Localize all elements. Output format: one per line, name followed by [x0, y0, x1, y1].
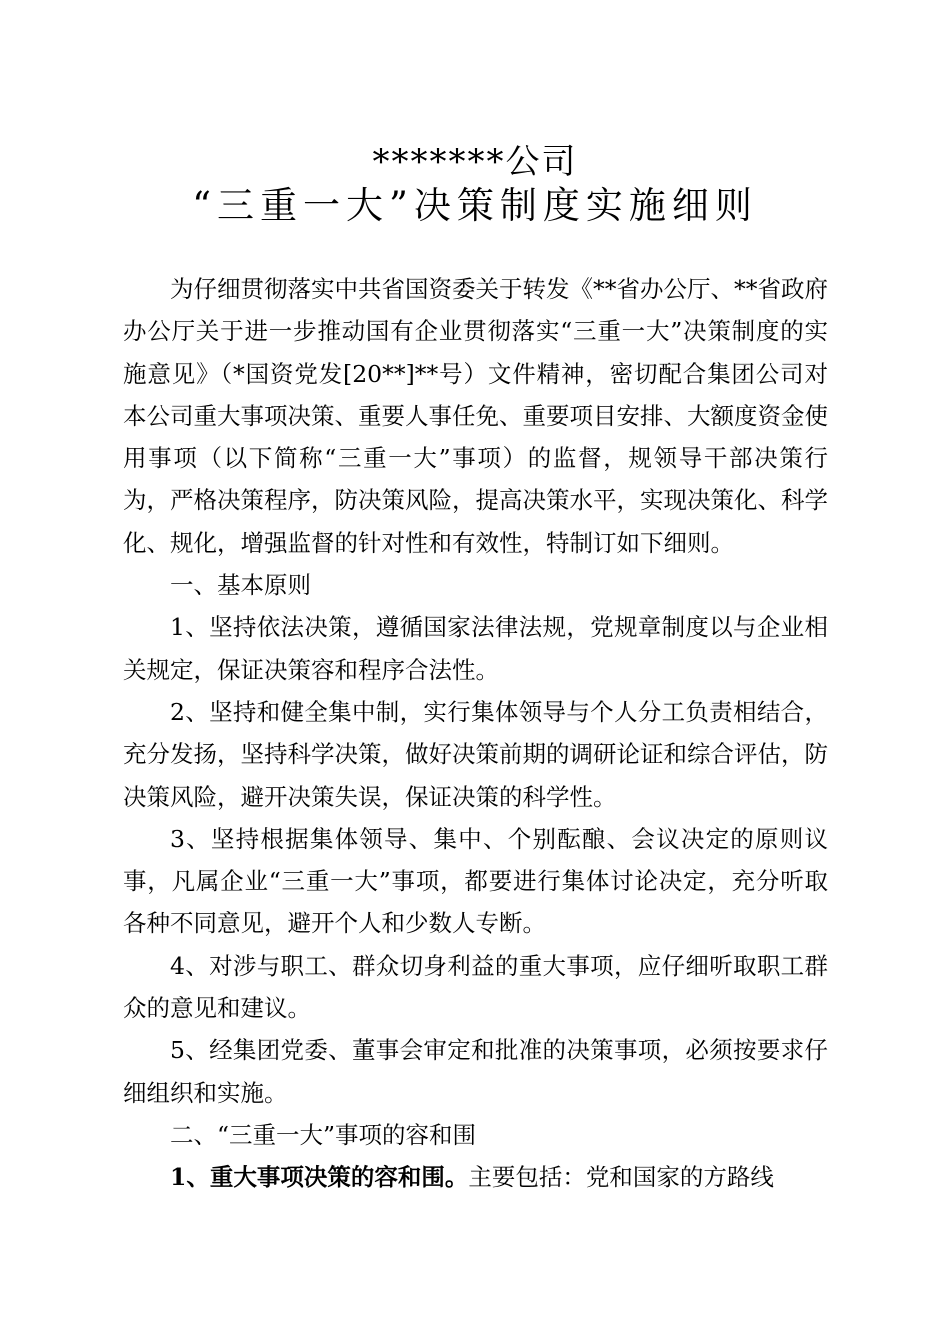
scope-item-1 — [123, 1156, 828, 1198]
section-heading-scope: 二、“三重一大”事项的容和围 — [170, 1120, 477, 1149]
intro-paragraph: 为仔细贯彻落实中共省国资委关于转发《**省办公厅、**省政府办公厅关于进一步推动国有企业贯彻落实“三重一大”决策制度的实施意见》（*国资党发[20**]**号）文件精神，密切配合集团公司对本公司重大事项决策、重要人事任免、重要项目安排、大额度资金使用事项（以下简称“三重一大”事项）的监督，规领导干部决策行为，严格决策程序，防决策风险，提高决策水平，实现决策化、科学化、规化，增强监督的针对性和有效性，特制订如下细则。 — [123, 275, 828, 557]
principle-item-1: 1、坚持依法决策，遵循国家法律法规，党规章制度以与企业相关规定，保证决策容和程序合法性。 — [123, 613, 828, 684]
document-title-company: *******公司 — [372, 142, 578, 182]
scope-item-1-text: 主要包括：党和国家的方路线 — [468, 1163, 774, 1192]
scope-item-1-heading: 1、重大事项决策的容和围。 — [170, 1163, 469, 1192]
principle-item-4: 4、对涉与职工、群众切身利益的重大事项，应仔细听取职工群众的意见和建议。 — [123, 951, 828, 1023]
document-title-main: “三重一大”决策制度实施细则 — [192, 184, 758, 227]
document-body — [123, 268, 828, 1199]
section-heading-basic-principles: 一、基本原则 — [170, 571, 311, 600]
principle-item-5: 5、经集团党委、董事会审定和批准的决策事项，必须按要求仔细组织和实施。 — [123, 1036, 828, 1107]
principle-item-3: 3、坚持根据集体领导、集中、个别酝酿、会议决定的原则议事，凡属企业“三重一大”事项，都要进行集体讨论决定，充分听取各种不同意见，避开个人和少数人专断。 — [123, 824, 828, 938]
principle-item-2: 2、坚持和健全集中制，实行集体领导与个人分工负责相结合，充分发扬，坚持科学决策，做好决策前期的调研论证和综合评估，防决策风险，避开决策失误，保证决策的科学性。 — [123, 697, 828, 811]
